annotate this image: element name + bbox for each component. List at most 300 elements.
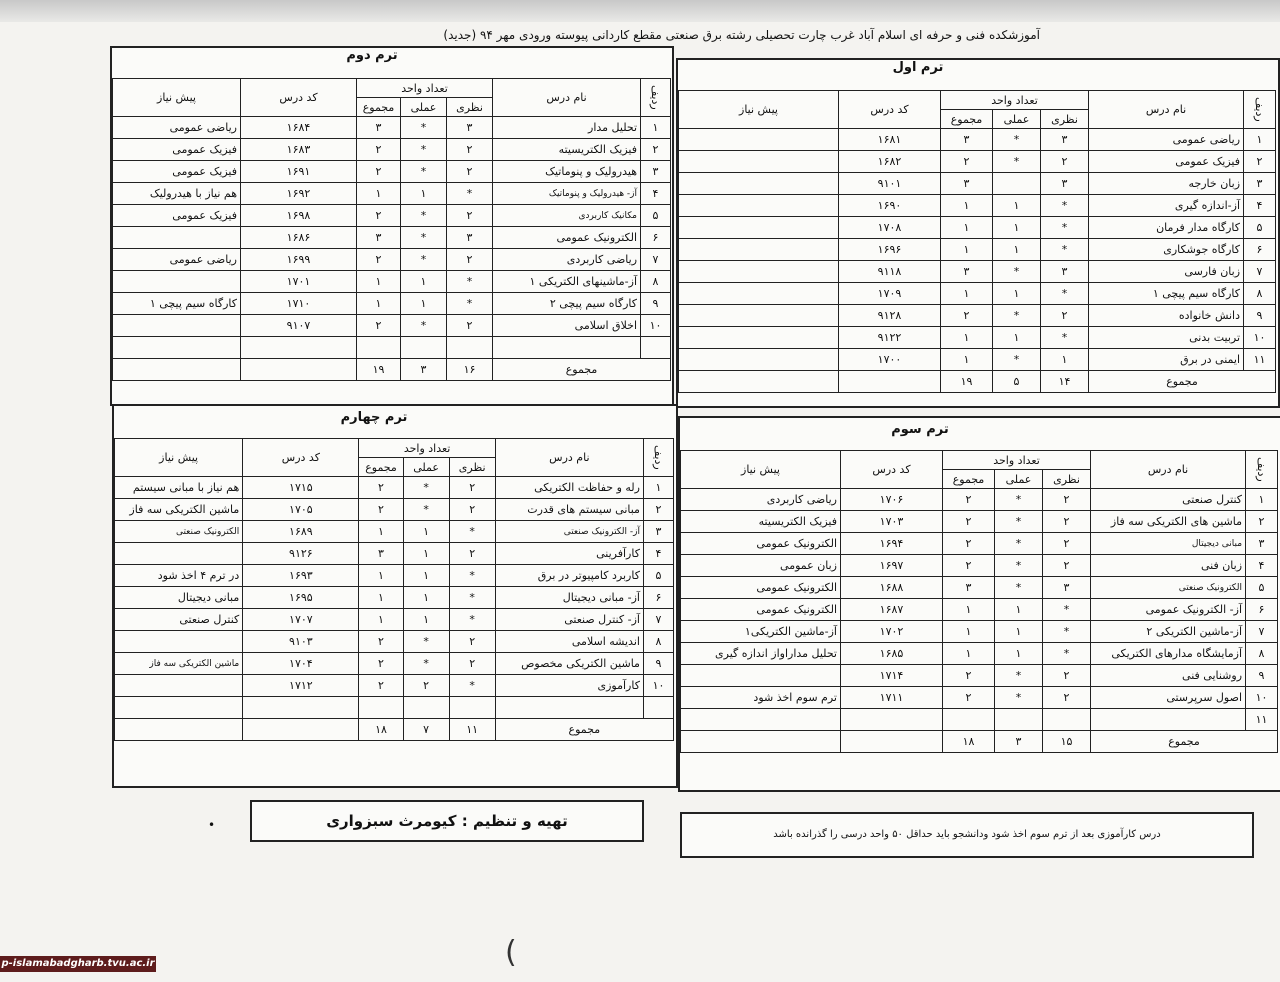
practical-units: * (401, 227, 447, 249)
row-number: ۳ (1244, 173, 1276, 195)
row-number: ۱۰ (643, 675, 673, 697)
course-code: ۱۶۹۰ (839, 195, 941, 217)
total-units: ۱ (943, 621, 995, 643)
row-number: ۴ (641, 183, 671, 205)
total-units: ۲ (359, 499, 403, 521)
header-theory: نظری (1041, 110, 1089, 129)
course-name: زبان فنی (1091, 555, 1246, 577)
theory-units: ۳ (1041, 129, 1089, 151)
practical-units: ۱ (993, 327, 1041, 349)
scan-edge (0, 0, 1280, 22)
table-row (681, 577, 1278, 599)
total-units: ۱ (359, 587, 403, 609)
table-row (679, 305, 1276, 327)
row-number: ۱۰ (1246, 687, 1278, 709)
course-code: ۱۷۰۱ (241, 271, 357, 293)
row-number: ۲ (1246, 511, 1278, 533)
prerequisite (679, 239, 839, 261)
header-total: مجموع (941, 110, 993, 129)
header-course-name: نام درس (1091, 451, 1246, 489)
course-code: ۱۶۸۶ (241, 227, 357, 249)
course-name: کارگاه مدار فرمان (1089, 217, 1244, 239)
practical-units: * (995, 489, 1043, 511)
header-practical: عملی (995, 470, 1043, 489)
course-code: ۹۱۰۱ (839, 173, 941, 195)
credit-box (250, 800, 644, 842)
prerequisite: هم نیاز با هیدرولیک (113, 183, 241, 205)
total-empty-prereq (679, 371, 839, 393)
row-number: ۱۰ (1244, 327, 1276, 349)
course-name: کارآفرینی (495, 543, 643, 565)
total-units: ۲ (941, 151, 993, 173)
course-code: ۱۷۰۰ (839, 349, 941, 371)
practical-units (995, 709, 1043, 731)
practical-units: * (993, 261, 1041, 283)
prerequisite (679, 283, 839, 305)
prerequisite (115, 631, 243, 653)
total-units: ۲ (359, 653, 403, 675)
total-units: ۲ (943, 687, 995, 709)
total-units: ۱ (941, 349, 993, 371)
course-code: ۱۶۹۶ (839, 239, 941, 261)
prerequisite (679, 195, 839, 217)
row-number: ۱۱ (1244, 349, 1276, 371)
practical-units: ۱ (995, 643, 1043, 665)
header-course-code: کد درس (241, 79, 357, 117)
row-number: ۹ (643, 653, 673, 675)
practical-units: * (995, 665, 1043, 687)
theory-units: * (447, 271, 493, 293)
prerequisite (679, 261, 839, 283)
prerequisite (679, 305, 839, 327)
total-units: ۲ (357, 139, 401, 161)
course-name: کنترل صنعتی (1091, 489, 1246, 511)
course-name: آز- الکترونیک عمومی (1091, 599, 1246, 621)
total-row (681, 731, 1278, 753)
term-title: ترم سوم (891, 422, 949, 437)
row-number: ۹ (1246, 665, 1278, 687)
course-code: ۱۶۸۹ (243, 521, 359, 543)
total-row (113, 359, 671, 381)
course-table (678, 90, 1276, 393)
row-number: ۷ (1244, 261, 1276, 283)
practical-units: * (401, 205, 447, 227)
total-units: ۱ (941, 195, 993, 217)
theory-units: ۳ (447, 227, 493, 249)
table-row (679, 173, 1276, 195)
theory-units: ۲ (447, 249, 493, 271)
prerequisite: الکترونیک عمومی (681, 599, 841, 621)
theory-units: ۲ (1043, 489, 1091, 511)
practical-units: ۲ (403, 675, 449, 697)
prerequisite: کنترل صنعتی (115, 609, 243, 631)
theory-units: * (1043, 599, 1091, 621)
total-units: ۱ (941, 217, 993, 239)
table-row (681, 599, 1278, 621)
header-row-number: ردیف (641, 79, 671, 117)
course-code: ۱۷۱۴ (841, 665, 943, 687)
header-total: مجموع (357, 98, 401, 117)
course-name: آز- کنترل صنعتی (495, 609, 643, 631)
row-number: ۸ (1244, 283, 1276, 305)
theory-units: * (449, 587, 495, 609)
total-practical: ۵ (993, 371, 1041, 393)
header-row-number: ردیف (1246, 451, 1278, 489)
theory-units: * (1041, 327, 1089, 349)
row-number: ۶ (1246, 599, 1278, 621)
header-prerequisite: پیش نیاز (681, 451, 841, 489)
total-row (115, 719, 674, 741)
row-number: ۲ (1244, 151, 1276, 173)
course-code: ۱۷۱۰ (241, 293, 357, 315)
course-name: کارآموزی (495, 675, 643, 697)
total-units: ۲ (357, 315, 401, 337)
total-units: ۱ (941, 239, 993, 261)
course-code (841, 709, 943, 731)
practical-units: * (403, 653, 449, 675)
total-units: ۲ (357, 249, 401, 271)
row-number: ۸ (643, 631, 673, 653)
table-row (113, 337, 671, 359)
practical-units: ۱ (993, 217, 1041, 239)
course-name: زبان فارسی (1089, 261, 1244, 283)
table-row (679, 283, 1276, 305)
practical-units: * (403, 631, 449, 653)
total-units: ۳ (941, 129, 993, 151)
row-number: ۳ (643, 521, 673, 543)
theory-units: * (1041, 283, 1089, 305)
course-name: الکترونیک صنعتی (1091, 577, 1246, 599)
total-units: ۳ (359, 543, 403, 565)
practical-units: * (993, 129, 1041, 151)
total-theory: ۱۵ (1043, 731, 1091, 753)
table-row (679, 151, 1276, 173)
prerequisite (679, 349, 839, 371)
course-code: ۱۶۸۳ (241, 139, 357, 161)
row-number: ۷ (643, 609, 673, 631)
prerequisite: مبانی دیجیتال (115, 587, 243, 609)
course-code: ۹۱۲۸ (839, 305, 941, 327)
total-units: ۲ (943, 665, 995, 687)
theory-units: ۲ (1043, 555, 1091, 577)
total-row (679, 371, 1276, 393)
prerequisite: در ترم ۴ اخذ شود (115, 565, 243, 587)
row-number: ۳ (1246, 533, 1278, 555)
practical-units: ۱ (403, 521, 449, 543)
row-number: ۶ (643, 587, 673, 609)
row-number: ۱۱ (1246, 709, 1278, 731)
theory-units: * (1041, 239, 1089, 261)
practical-units: * (403, 477, 449, 499)
course-name: آز- هیدرولیک و پنوماتیک (493, 183, 641, 205)
row-number: ۷ (1246, 621, 1278, 643)
practical-units: ۱ (403, 543, 449, 565)
table-row (115, 477, 674, 499)
row-number: ۵ (1244, 217, 1276, 239)
term-title: ترم دوم (346, 48, 398, 63)
theory-units: ۳ (1043, 577, 1091, 599)
total-empty-code (841, 731, 943, 753)
table-row (115, 675, 674, 697)
total-sum: ۱۸ (943, 731, 995, 753)
course-name: الکترونیک عمومی (493, 227, 641, 249)
total-practical: ۳ (995, 731, 1043, 753)
total-empty-prereq (681, 731, 841, 753)
total-empty-prereq (113, 359, 241, 381)
total-units (357, 337, 401, 359)
table-row (681, 533, 1278, 555)
practical-units: ۱ (993, 239, 1041, 261)
total-units: ۲ (359, 675, 403, 697)
theory-units: * (449, 565, 495, 587)
course-code: ۱۷۰۲ (841, 621, 943, 643)
total-units: ۱ (359, 521, 403, 543)
theory-units: * (447, 183, 493, 205)
course-name: اخلاق اسلامی (493, 315, 641, 337)
practical-units: * (401, 249, 447, 271)
total-label: مجموع (1089, 371, 1276, 393)
table-row (113, 139, 671, 161)
total-units: ۱ (357, 271, 401, 293)
theory-units: ۳ (1041, 261, 1089, 283)
total-units: ۱ (941, 327, 993, 349)
course-name: کاربرد کامپیوتر در برق (495, 565, 643, 587)
course-code: ۱۷۱۱ (841, 687, 943, 709)
theory-units: ۲ (447, 315, 493, 337)
table-row (113, 161, 671, 183)
theory-units: ۳ (1041, 173, 1089, 195)
course-code: ۹۱۰۳ (243, 631, 359, 653)
theory-units: ۲ (447, 205, 493, 227)
prerequisite (681, 665, 841, 687)
row-number: ۵ (641, 205, 671, 227)
table-row (681, 555, 1278, 577)
practical-units: * (995, 577, 1043, 599)
course-code: ۱۷۰۴ (243, 653, 359, 675)
course-name: مبانی سیستم های قدرت (495, 499, 643, 521)
course-name (493, 337, 641, 359)
course-code: ۱۶۹۹ (241, 249, 357, 271)
prerequisite: هم نیاز با مبانی سیستم (115, 477, 243, 499)
practical-units (993, 173, 1041, 195)
theory-units (1043, 709, 1091, 731)
total-units: ۲ (941, 305, 993, 327)
theory-units: ۲ (1041, 151, 1089, 173)
header-prerequisite: پیش نیاز (113, 79, 241, 117)
total-units: ۲ (943, 555, 995, 577)
practical-units (401, 337, 447, 359)
row-number: ۴ (1246, 555, 1278, 577)
row-number: ۸ (641, 271, 671, 293)
total-units: ۲ (357, 205, 401, 227)
total-units: ۳ (941, 173, 993, 195)
course-code: ۱۶۹۵ (243, 587, 359, 609)
prerequisite: ماشین الکتریکی سه فاز (115, 653, 243, 675)
course-table (680, 450, 1278, 753)
course-name: آز- مبانی دیجیتال (495, 587, 643, 609)
course-name: ریاضی عمومی (1089, 129, 1244, 151)
practical-units (403, 697, 449, 719)
table-row (115, 697, 674, 719)
total-sum: ۱۹ (357, 359, 401, 381)
row-number: ۳ (641, 161, 671, 183)
course-code: ۱۷۱۵ (243, 477, 359, 499)
header-prerequisite: پیش نیاز (679, 91, 839, 129)
table-row (681, 489, 1278, 511)
course-code (241, 337, 357, 359)
course-name (1091, 709, 1246, 731)
header-units: تعداد واحد (357, 79, 493, 98)
course-code: ۱۶۹۸ (241, 205, 357, 227)
course-code: ۱۷۰۵ (243, 499, 359, 521)
prerequisite (113, 337, 241, 359)
total-units (943, 709, 995, 731)
course-name: اصول سرپرستی (1091, 687, 1246, 709)
course-table (112, 78, 671, 381)
row-number: ۵ (643, 565, 673, 587)
table-row (681, 687, 1278, 709)
practical-units: ۱ (993, 195, 1041, 217)
course-code: ۹۱۲۶ (243, 543, 359, 565)
course-name: آزمایشگاه مدارهای الکتریکی (1091, 643, 1246, 665)
header-practical: عملی (401, 98, 447, 117)
practical-units: * (993, 349, 1041, 371)
theory-units: ۲ (1043, 511, 1091, 533)
row-number: ۵ (1246, 577, 1278, 599)
course-code: ۱۶۸۴ (241, 117, 357, 139)
course-code: ۱۶۹۴ (841, 533, 943, 555)
header-total: مجموع (359, 458, 403, 477)
header-course-code: کد درس (839, 91, 941, 129)
row-number: ۲ (641, 139, 671, 161)
total-label: مجموع (495, 719, 673, 741)
practical-units: ۱ (403, 587, 449, 609)
prerequisite: فیزیک الکتریسیته (681, 511, 841, 533)
prerequisite: الکترونیک صنعتی (115, 521, 243, 543)
course-code: ۱۶۸۲ (839, 151, 941, 173)
row-number: ۹ (1244, 305, 1276, 327)
term-title: ترم اول (892, 60, 944, 75)
practical-units: * (401, 117, 447, 139)
course-name: ریاضی کاربردی (493, 249, 641, 271)
course-code: ۱۷۰۳ (841, 511, 943, 533)
total-units: ۲ (943, 489, 995, 511)
note-text: درس کارآموزی بعد از ترم سوم اخذ شود ودانشجو باید حداقل ۵۰ واحد درسی را گذرانده باشد (773, 829, 1161, 840)
course-name: آز-اندازه گیری (1089, 195, 1244, 217)
total-units: ۲ (943, 511, 995, 533)
total-sum: ۱۹ (941, 371, 993, 393)
course-code: ۱۶۸۸ (841, 577, 943, 599)
header-course-name: نام درس (495, 439, 643, 477)
term-title: ترم چهارم (340, 410, 408, 425)
prerequisite (679, 129, 839, 151)
table-row (115, 499, 674, 521)
theory-units: * (447, 293, 493, 315)
header-units: تعداد واحد (943, 451, 1091, 470)
course-code: ۱۷۱۲ (243, 675, 359, 697)
prerequisite: ریاضی عمومی (113, 249, 241, 271)
table-row (115, 587, 674, 609)
course-name: کارگاه سیم پیچی ۲ (493, 293, 641, 315)
row-number: ۹ (641, 293, 671, 315)
practical-units: * (993, 305, 1041, 327)
prerequisite (113, 227, 241, 249)
theory-units: * (449, 675, 495, 697)
prerequisite (115, 697, 243, 719)
table-row (681, 665, 1278, 687)
header-total: مجموع (943, 470, 995, 489)
total-sum: ۱۸ (359, 719, 403, 741)
theory-units: * (1041, 195, 1089, 217)
total-units: ۱ (943, 643, 995, 665)
header-theory: نظری (447, 98, 493, 117)
row-number: ۴ (643, 543, 673, 565)
total-units (359, 697, 403, 719)
practical-units: * (403, 499, 449, 521)
course-name: زبان خارجه (1089, 173, 1244, 195)
prerequisite (115, 675, 243, 697)
row-number (641, 337, 671, 359)
theory-units: ۱ (1041, 349, 1089, 371)
prerequisite: کارگاه سیم پیچی ۱ (113, 293, 241, 315)
table-row (113, 249, 671, 271)
row-number: ۶ (1244, 239, 1276, 261)
header-practical: عملی (403, 458, 449, 477)
course-table (114, 438, 674, 741)
theory-units (447, 337, 493, 359)
prerequisite: ریاضی کاربردی (681, 489, 841, 511)
theory-units: * (1043, 643, 1091, 665)
total-units: ۱ (941, 283, 993, 305)
total-units: ۱ (359, 565, 403, 587)
theory-units: ۲ (449, 653, 495, 675)
total-label: مجموع (493, 359, 671, 381)
total-theory: ۱۴ (1041, 371, 1089, 393)
course-code: ۱۶۹۷ (841, 555, 943, 577)
practical-units: ۱ (995, 621, 1043, 643)
table-row (681, 621, 1278, 643)
theory-units: ۲ (449, 543, 495, 565)
course-name: آز-ماشین الکتریکی ۲ (1091, 621, 1246, 643)
total-units: ۱ (357, 293, 401, 315)
course-code: ۹۱۱۸ (839, 261, 941, 283)
row-number: ۱ (643, 477, 673, 499)
course-name: ماشین های الکتریکی سه فاز (1091, 511, 1246, 533)
prerequisite: ماشین الکتریکی سه فاز (115, 499, 243, 521)
total-units: ۲ (357, 161, 401, 183)
practical-units: * (995, 533, 1043, 555)
total-units: ۲ (943, 533, 995, 555)
table-row (115, 543, 674, 565)
course-code: ۱۷۰۶ (841, 489, 943, 511)
prerequisite: تحلیل مداراواز اندازه گیری (681, 643, 841, 665)
row-number: ۱ (1246, 489, 1278, 511)
credit-text: تهیه و تنظیم : کیومرث سبزواری (326, 812, 568, 830)
course-name: آز-ماشینهای الکتریکی ۱ (493, 271, 641, 293)
header-theory: نظری (1043, 470, 1091, 489)
table-row (681, 709, 1278, 731)
header-course-name: نام درس (493, 79, 641, 117)
prerequisite: فیزیک عمومی (113, 205, 241, 227)
total-practical: ۳ (401, 359, 447, 381)
note-box (680, 812, 1254, 858)
table-row (113, 183, 671, 205)
header-units: تعداد واحد (941, 91, 1089, 110)
table-row (113, 271, 671, 293)
table-row (679, 195, 1276, 217)
total-units: ۱ (359, 609, 403, 631)
course-name: اندیشه اسلامی (495, 631, 643, 653)
